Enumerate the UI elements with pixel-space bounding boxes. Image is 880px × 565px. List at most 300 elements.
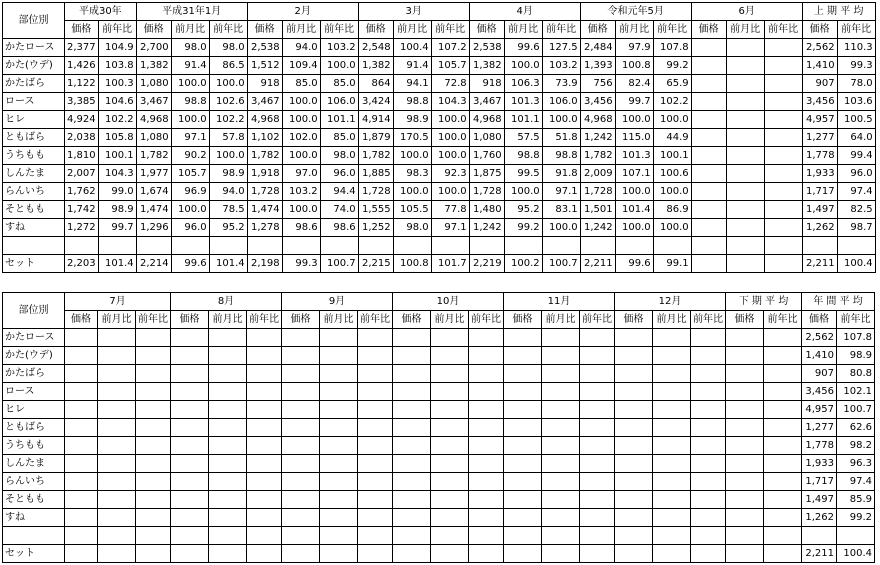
empty-cell (431, 527, 469, 545)
value-cell (282, 365, 320, 383)
value-cell (320, 365, 358, 383)
value-cell (691, 165, 726, 183)
value-cell (171, 545, 209, 563)
value-cell: 3,456 (580, 93, 615, 111)
row-label: ともばら (3, 419, 65, 437)
value-cell (580, 347, 615, 365)
value-cell: 100.0 (615, 219, 653, 237)
value-cell (726, 165, 764, 183)
sub-header: 価格 (65, 311, 98, 329)
value-cell: 1,760 (469, 147, 504, 165)
empty-cell (209, 237, 247, 255)
table-row (3, 437, 875, 455)
value-cell (136, 419, 171, 437)
value-cell (615, 455, 653, 473)
value-cell (726, 255, 764, 273)
value-cell: 98.6 (282, 219, 320, 237)
year-avg-cell: 2,562 (802, 329, 837, 347)
value-cell: 98.8 (504, 147, 542, 165)
value-cell (65, 473, 98, 491)
table-row (3, 219, 876, 237)
value-cell (65, 365, 98, 383)
value-cell (320, 509, 358, 527)
value-cell (542, 419, 580, 437)
empty-cell (247, 237, 282, 255)
value-cell (469, 455, 504, 473)
value-cell (542, 383, 580, 401)
value-cell (136, 491, 171, 509)
row-label: かたばら (3, 365, 65, 383)
value-cell: 100.4 (393, 39, 431, 57)
value-cell (393, 401, 431, 419)
value-cell (691, 129, 726, 147)
value-cell: 96.9 (171, 183, 209, 201)
sub-header: 価格 (282, 311, 320, 329)
value-cell: 1,728 (247, 183, 282, 201)
value-cell (171, 491, 209, 509)
value-cell: 2,377 (65, 39, 99, 57)
empty-cell (764, 527, 802, 545)
row-label: うちもも (3, 147, 65, 165)
value-cell (580, 437, 615, 455)
value-cell (358, 491, 393, 509)
value-cell (98, 509, 136, 527)
value-cell (136, 455, 171, 473)
sub-header: 前月比 (171, 21, 209, 39)
row-label: すね (3, 509, 65, 527)
value-cell (764, 491, 802, 509)
value-cell: 1,782 (358, 147, 393, 165)
value-cell (469, 365, 504, 383)
value-cell (691, 437, 726, 455)
year-avg-cell: 1,410 (802, 347, 837, 365)
value-cell: 100.6 (653, 165, 691, 183)
value-cell: 99.1 (653, 255, 691, 273)
value-cell (247, 329, 282, 347)
value-cell (65, 329, 98, 347)
value-cell (691, 219, 726, 237)
avg-cell: 98.7 (837, 219, 875, 237)
value-cell: 85.0 (320, 75, 358, 93)
value-cell (653, 365, 691, 383)
row-label: ロース (3, 93, 65, 111)
empty-cell (65, 527, 98, 545)
value-cell: 107.2 (431, 39, 469, 57)
empty-cell (136, 237, 171, 255)
value-cell (320, 491, 358, 509)
value-cell (469, 329, 504, 347)
value-cell (615, 419, 653, 437)
value-cell (171, 347, 209, 365)
sub-header: 価格 (504, 311, 542, 329)
value-cell (358, 437, 393, 455)
value-cell (65, 491, 98, 509)
value-cell (209, 509, 247, 527)
value-cell (282, 491, 320, 509)
sub-header: 前年比 (764, 21, 802, 39)
value-cell (615, 545, 653, 563)
empty-cell (726, 527, 764, 545)
value-cell (691, 455, 726, 473)
value-cell: 95.2 (504, 201, 542, 219)
value-cell (431, 329, 469, 347)
value-cell: 100.0 (542, 219, 580, 237)
value-cell (431, 509, 469, 527)
table-row (3, 473, 875, 491)
year-avg-cell: 100.7 (837, 401, 875, 419)
value-cell (580, 473, 615, 491)
sub-header: 前年比 (320, 21, 358, 39)
row-label: しんたま (3, 165, 65, 183)
value-cell: 100.0 (431, 147, 469, 165)
year-avg-cell: 97.4 (837, 473, 875, 491)
value-cell (653, 455, 691, 473)
value-cell (504, 437, 542, 455)
value-cell: 98.0 (320, 147, 358, 165)
value-cell: 97.0 (282, 165, 320, 183)
lower-half-price-table (2, 292, 875, 563)
value-cell (171, 383, 209, 401)
value-cell (580, 545, 615, 563)
sub-header: 価格 (171, 311, 209, 329)
value-cell (171, 419, 209, 437)
value-cell: 106.3 (504, 75, 542, 93)
value-cell (764, 329, 802, 347)
row-label: らんいち (3, 473, 65, 491)
value-cell: 104.3 (431, 93, 469, 111)
value-cell (98, 419, 136, 437)
value-cell (247, 383, 282, 401)
year-avg-cell: 85.9 (837, 491, 875, 509)
table-row (3, 509, 875, 527)
value-cell: 98.0 (209, 39, 247, 57)
value-cell (358, 365, 393, 383)
value-cell (469, 509, 504, 527)
value-cell (247, 401, 282, 419)
value-cell (65, 419, 98, 437)
avg-cell: 1,717 (802, 183, 837, 201)
value-cell: 101.4 (209, 255, 247, 273)
value-cell (320, 383, 358, 401)
value-cell: 99.7 (615, 93, 653, 111)
sub-header: 価格 (691, 21, 726, 39)
row-label: しんたま (3, 455, 65, 473)
value-cell (726, 201, 764, 219)
avg-cell: 110.3 (837, 39, 875, 57)
value-cell (691, 383, 726, 401)
value-cell (358, 473, 393, 491)
value-cell (171, 509, 209, 527)
row-label: かたロース (3, 39, 65, 57)
period-header: 10月 (393, 293, 504, 311)
value-cell (358, 329, 393, 347)
year-avg-cell: 4,957 (802, 401, 837, 419)
value-cell: 103.2 (320, 39, 358, 57)
empty-cell (802, 527, 837, 545)
value-cell (580, 419, 615, 437)
value-cell: 102.2 (98, 111, 136, 129)
value-cell: 101.4 (98, 255, 136, 273)
value-cell: 78.5 (209, 201, 247, 219)
value-cell (209, 365, 247, 383)
table-row (3, 201, 876, 219)
sub-header: 価格 (136, 21, 171, 39)
value-cell: 1,782 (580, 147, 615, 165)
value-cell (653, 419, 691, 437)
empty-cell (320, 527, 358, 545)
avg-cell: 100.4 (837, 255, 875, 273)
value-cell: 1,474 (247, 201, 282, 219)
value-cell: 85.0 (320, 129, 358, 147)
value-cell (469, 473, 504, 491)
value-cell (282, 455, 320, 473)
sub-header: 前月比 (615, 21, 653, 39)
year-avg-header: 年 間 平 均 (802, 293, 875, 311)
value-cell (98, 365, 136, 383)
value-cell (726, 147, 764, 165)
value-cell (136, 545, 171, 563)
value-cell (542, 473, 580, 491)
avg-cell: 1,410 (802, 57, 837, 75)
table-row (3, 75, 876, 93)
value-cell: 1,080 (136, 75, 171, 93)
value-cell: 105.5 (393, 201, 431, 219)
row-label: そともも (3, 201, 65, 219)
value-cell: 98.9 (393, 111, 431, 129)
value-cell (171, 329, 209, 347)
value-cell (209, 545, 247, 563)
value-cell (247, 419, 282, 437)
value-cell (726, 39, 764, 57)
value-cell: 100.7 (320, 255, 358, 273)
value-cell: 4,914 (358, 111, 393, 129)
value-cell (764, 545, 802, 563)
value-cell (764, 57, 802, 75)
value-cell (691, 75, 726, 93)
value-cell (136, 329, 171, 347)
value-cell: 101.3 (615, 147, 653, 165)
value-cell: 1,296 (136, 219, 171, 237)
table-row (3, 383, 875, 401)
value-cell (691, 473, 726, 491)
value-cell (504, 545, 542, 563)
value-cell (65, 509, 98, 527)
empty-cell (691, 237, 726, 255)
sub-header: 前月比 (653, 311, 691, 329)
value-cell: 1,782 (247, 147, 282, 165)
sub-header: 前年比 (247, 311, 282, 329)
period-header: 平成30年 (65, 3, 137, 21)
year-avg-cell: 1,277 (802, 419, 837, 437)
value-cell: 85.0 (282, 75, 320, 93)
year-avg-cell: 62.6 (837, 419, 875, 437)
value-cell (282, 419, 320, 437)
value-cell (320, 437, 358, 455)
value-cell (358, 419, 393, 437)
value-cell (615, 329, 653, 347)
value-cell (726, 347, 764, 365)
table-row (3, 545, 875, 563)
value-cell (726, 383, 764, 401)
value-cell: 91.8 (542, 165, 580, 183)
value-cell: 100.0 (431, 183, 469, 201)
value-cell (320, 545, 358, 563)
empty-cell (320, 237, 358, 255)
value-cell: 1,382 (469, 57, 504, 75)
sub-header: 価格 (247, 21, 282, 39)
value-cell: 1,674 (136, 183, 171, 201)
value-cell (171, 401, 209, 419)
value-cell (726, 219, 764, 237)
year-avg-cell: 107.8 (837, 329, 875, 347)
value-cell (691, 183, 726, 201)
sub-header: 前年比 (98, 21, 136, 39)
sub-header: 前年比 (837, 21, 875, 39)
value-cell: 97.1 (542, 183, 580, 201)
value-cell (764, 111, 802, 129)
sub-header-row (3, 21, 876, 39)
value-cell (504, 365, 542, 383)
value-cell: 1,879 (358, 129, 393, 147)
value-cell (504, 419, 542, 437)
value-cell: 1,875 (469, 165, 504, 183)
period-header: 8月 (171, 293, 282, 311)
value-cell (726, 491, 764, 509)
value-cell (764, 165, 802, 183)
value-cell (691, 491, 726, 509)
value-cell: 103.2 (542, 57, 580, 75)
value-cell (469, 383, 504, 401)
value-cell: 97.9 (615, 39, 653, 57)
value-cell (247, 473, 282, 491)
value-cell (247, 347, 282, 365)
value-cell: 100.0 (653, 219, 691, 237)
value-cell: 100.0 (653, 183, 691, 201)
value-cell: 102.6 (209, 93, 247, 111)
sub-header: 前年比 (764, 311, 802, 329)
value-cell (393, 383, 431, 401)
year-avg-cell: 3,456 (802, 383, 837, 401)
value-cell: 100.0 (171, 111, 209, 129)
empty-cell (209, 527, 247, 545)
value-cell (98, 491, 136, 509)
value-cell: 90.2 (171, 147, 209, 165)
value-cell (504, 329, 542, 347)
value-cell (98, 383, 136, 401)
value-cell: 2,538 (247, 39, 282, 57)
value-cell: 1,728 (580, 183, 615, 201)
sub-header: 前月比 (282, 21, 320, 39)
table-row (3, 111, 876, 129)
value-cell (504, 473, 542, 491)
value-cell (764, 129, 802, 147)
value-cell (282, 383, 320, 401)
sub-header: 価格 (726, 311, 764, 329)
value-cell: 102.0 (282, 129, 320, 147)
value-cell (393, 437, 431, 455)
value-cell: 100.0 (542, 111, 580, 129)
value-cell (615, 473, 653, 491)
empty-cell (653, 527, 691, 545)
value-cell (469, 347, 504, 365)
empty-cell (98, 237, 136, 255)
value-cell: 1,382 (136, 57, 171, 75)
value-cell: 99.6 (615, 255, 653, 273)
sub-header: 前年比 (431, 21, 469, 39)
value-cell: 105.7 (171, 165, 209, 183)
value-cell (282, 545, 320, 563)
value-cell: 103.2 (282, 183, 320, 201)
value-cell: 99.5 (504, 165, 542, 183)
value-cell (691, 57, 726, 75)
value-cell (504, 491, 542, 509)
value-cell (320, 347, 358, 365)
value-cell (691, 401, 726, 419)
value-cell: 107.8 (653, 39, 691, 57)
value-cell (320, 419, 358, 437)
table-row (3, 455, 875, 473)
value-cell: 4,924 (65, 111, 99, 129)
value-cell: 2,007 (65, 165, 99, 183)
sub-header: 前月比 (209, 311, 247, 329)
value-cell (136, 401, 171, 419)
value-cell: 65.9 (653, 75, 691, 93)
value-cell: 99.3 (282, 255, 320, 273)
value-cell (691, 509, 726, 527)
period-header: 4月 (469, 3, 580, 21)
value-cell (358, 347, 393, 365)
value-cell: 1,742 (65, 201, 99, 219)
value-cell: 4,968 (469, 111, 504, 129)
value-cell (136, 347, 171, 365)
value-cell: 96.0 (171, 219, 209, 237)
value-cell (653, 545, 691, 563)
value-cell: 99.6 (171, 255, 209, 273)
year-avg-cell: 98.2 (837, 437, 875, 455)
value-cell: 86.5 (209, 57, 247, 75)
empty-cell (247, 527, 282, 545)
sub-header: 価格 (615, 311, 653, 329)
empty-cell (504, 527, 542, 545)
value-cell: 98.9 (209, 165, 247, 183)
value-cell (469, 491, 504, 509)
table-row (3, 255, 876, 273)
table-row (3, 39, 876, 57)
corner-label: 部位別 (3, 3, 65, 39)
value-cell (247, 437, 282, 455)
value-cell (615, 491, 653, 509)
empty-cell (691, 527, 726, 545)
sub-header: 前年比 (209, 21, 247, 39)
value-cell: 51.8 (542, 129, 580, 147)
value-cell (209, 473, 247, 491)
value-cell: 97.1 (171, 129, 209, 147)
value-cell: 98.3 (393, 165, 431, 183)
value-cell: 107.1 (615, 165, 653, 183)
value-cell: 104.9 (98, 39, 136, 57)
value-cell (98, 437, 136, 455)
empty-cell (65, 237, 99, 255)
empty-cell (837, 237, 875, 255)
value-cell (764, 183, 802, 201)
value-cell: 100.0 (209, 147, 247, 165)
value-cell (431, 473, 469, 491)
value-cell: 1,080 (136, 129, 171, 147)
value-cell (431, 347, 469, 365)
value-cell (98, 455, 136, 473)
value-cell: 102.2 (209, 111, 247, 129)
empty-cell (136, 527, 171, 545)
